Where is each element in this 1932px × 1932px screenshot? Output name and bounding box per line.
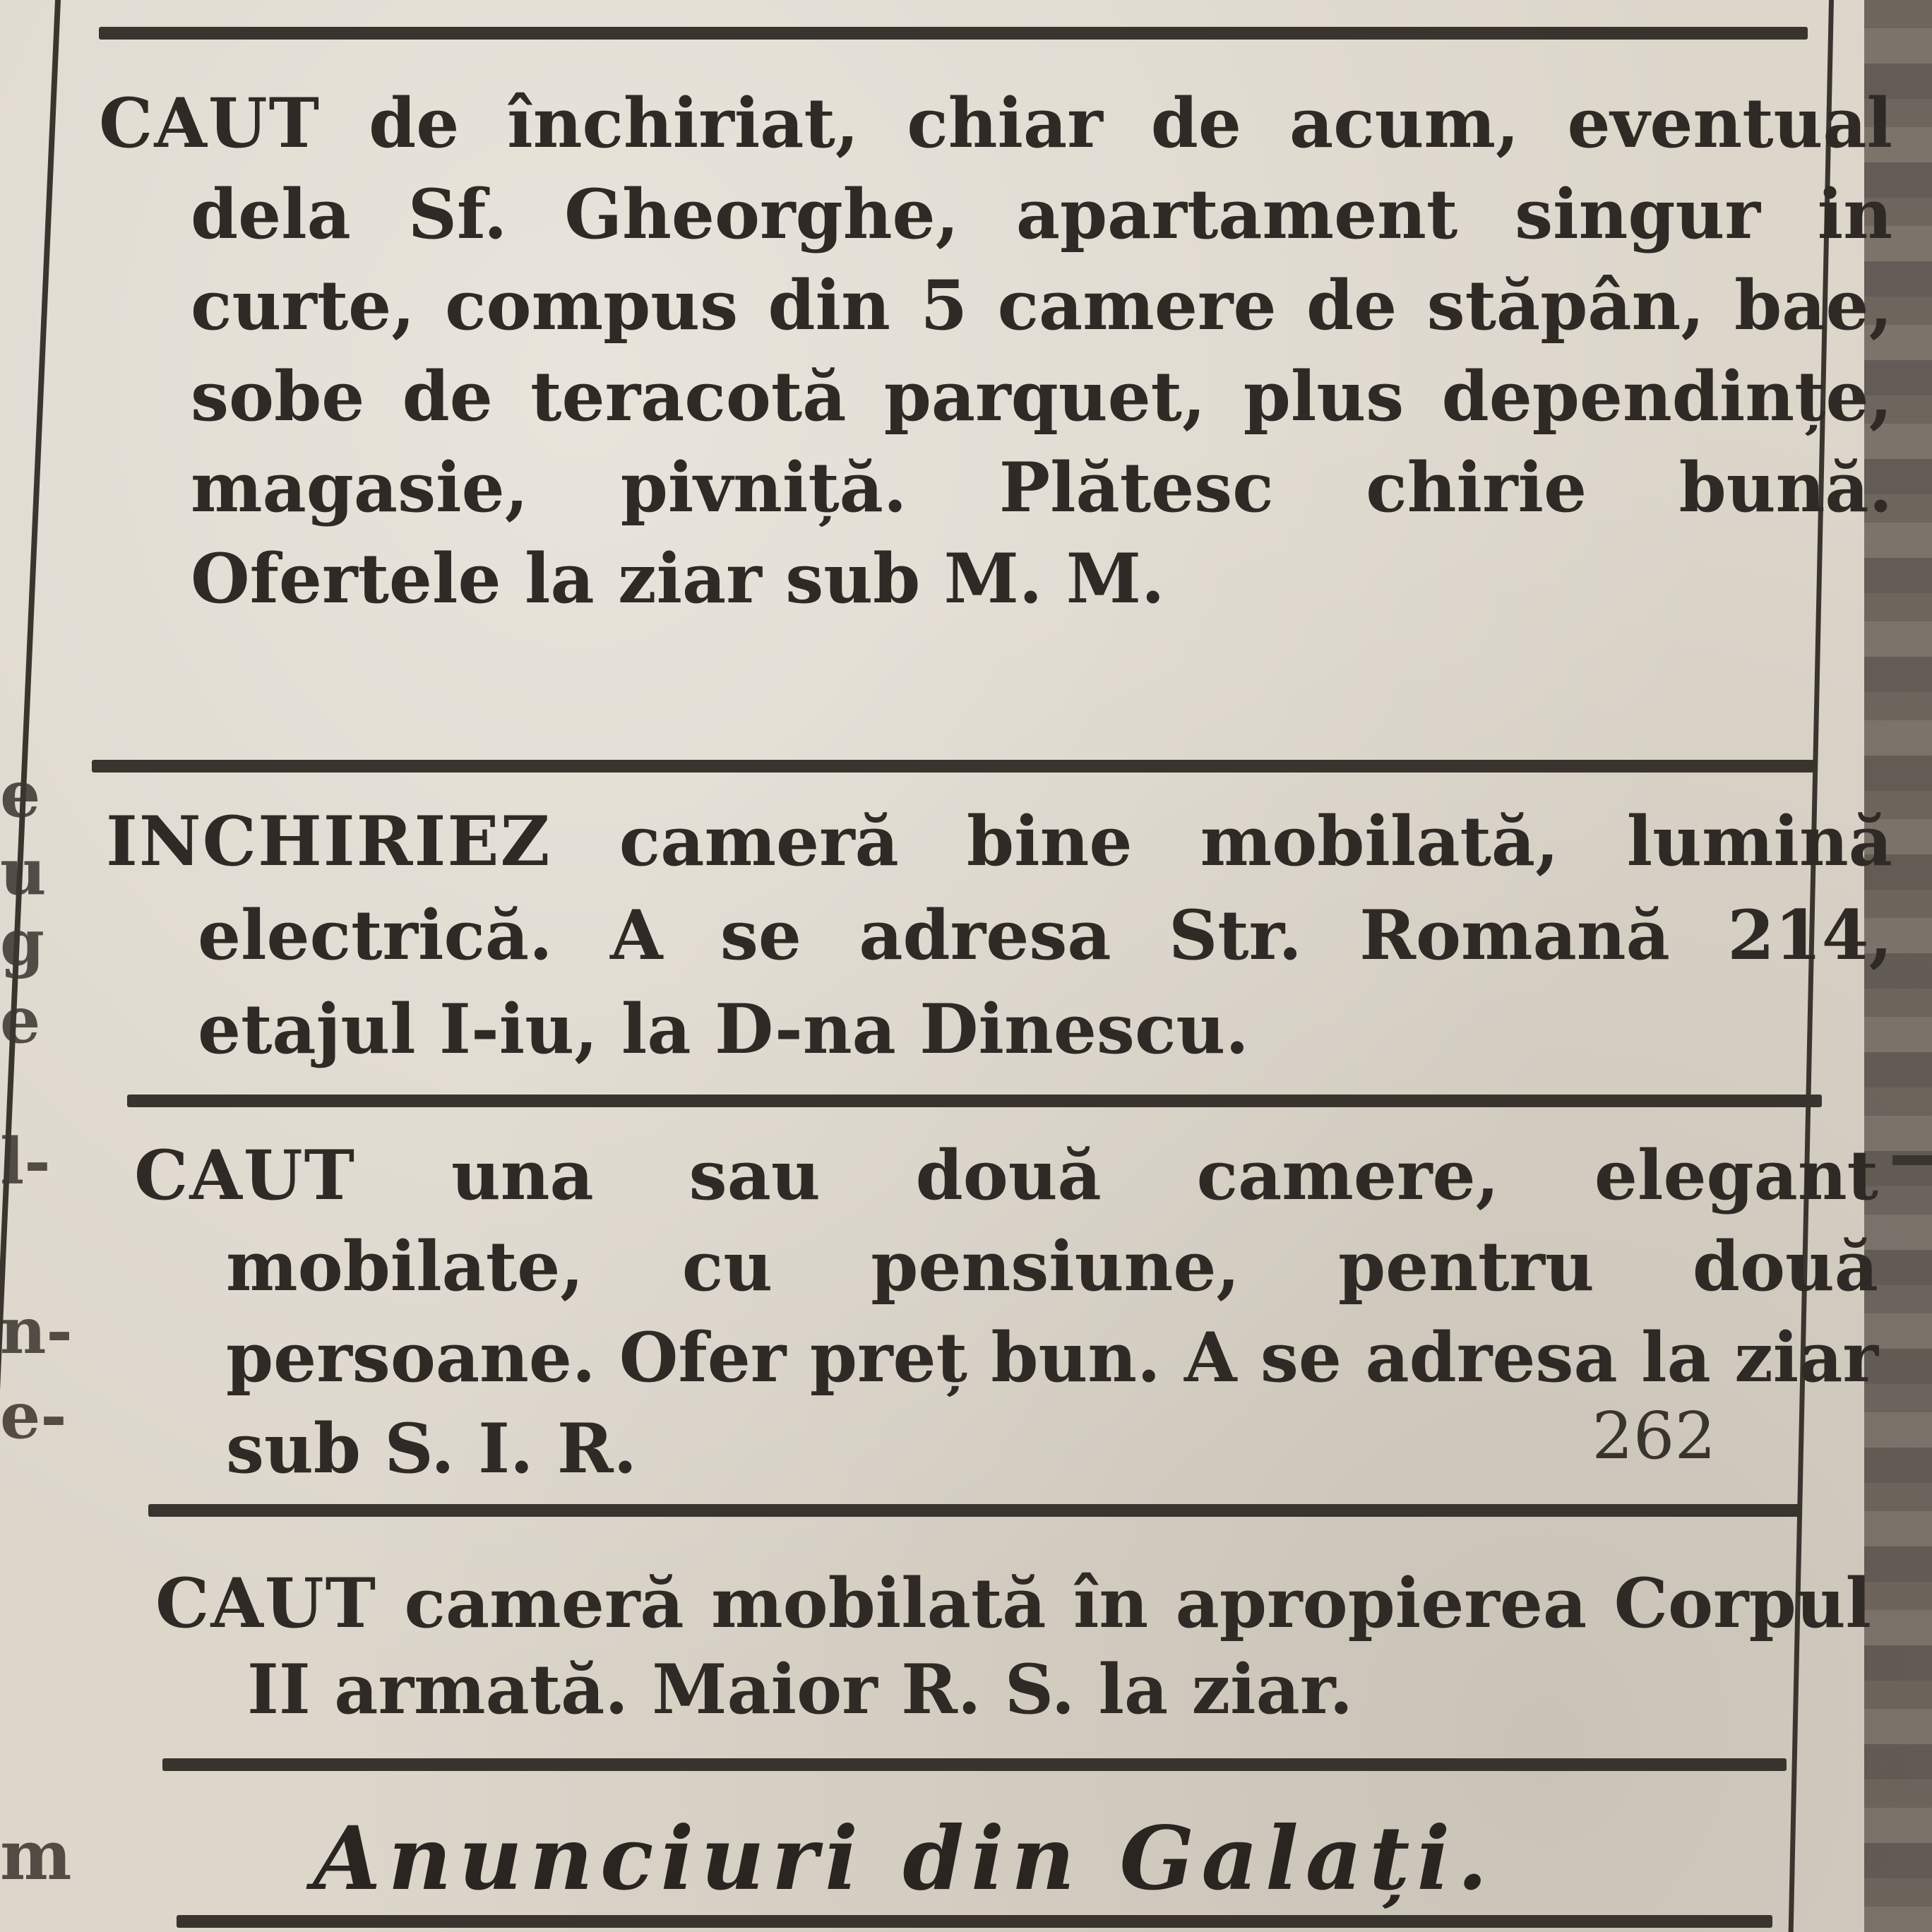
left-column-fragment: g xyxy=(0,905,44,980)
left-column-fragment: e- xyxy=(0,1378,67,1453)
ad-lead-word: CAUT xyxy=(155,1563,378,1643)
left-column-fragment: u xyxy=(0,835,47,910)
ad-separator-rule xyxy=(148,1504,1801,1517)
left-column-fragment: e xyxy=(0,983,41,1058)
ad-lead-word: INCHIRIEZ xyxy=(106,801,551,881)
left-column-fragment: n- xyxy=(0,1294,73,1368)
ad-separator-rule xyxy=(127,1095,1822,1107)
ad-separator-rule xyxy=(99,27,1808,40)
ad-text: cameră mobilată în apropierea Corpul II armată. Maior R. S. la ziar. xyxy=(247,1563,1872,1729)
right-column-dash xyxy=(1892,1155,1932,1165)
left-adjacent-column xyxy=(0,0,78,1932)
classified-ad xyxy=(99,78,1892,624)
ad-separator-rule xyxy=(162,1758,1787,1771)
ad-text: de închiriat, chiar de acum, eventual dela Sf. Gheorghe, apartament singur in curte, compus din 5 camere de stăpân, bae, sobe de teracotă parquet, plus dependințe, magasie, pivniță. Plătesc chirie bună. Ofertele la ziar sub M. M. xyxy=(191,83,1893,619)
ad-reference-number: 262 xyxy=(1592,1398,1716,1474)
ad-separator-rule xyxy=(92,760,1815,773)
ad-lead-word: CAUT xyxy=(99,83,321,163)
ad-body xyxy=(99,78,1893,624)
ad-body xyxy=(155,1561,1872,1733)
classified-ads-column xyxy=(92,0,1893,1932)
ad-text: cameră bine mobilată, lumină electrică. A se adresa Str. Romană 214, etajul I-iu, la D-na Dinescu. xyxy=(198,801,1893,1069)
ad-text: una sau două camere, elegant mobilate, cu pensiune, pentru două persoane. Ofer preț bun. A se adresa la ziar sub S. I. R. xyxy=(226,1135,1879,1489)
left-column-fragment: m xyxy=(0,1815,72,1895)
ad-body xyxy=(106,794,1893,1076)
left-column-fragment: l- xyxy=(0,1124,51,1199)
classified-ad xyxy=(155,1561,1871,1733)
section-heading: Anunciuri din Galați. xyxy=(313,1808,1495,1910)
ad-separator-rule xyxy=(177,1915,1772,1928)
classified-ad xyxy=(106,794,1892,1076)
left-column-fragment: e xyxy=(0,757,41,832)
ad-lead-word: CAUT xyxy=(134,1135,357,1215)
